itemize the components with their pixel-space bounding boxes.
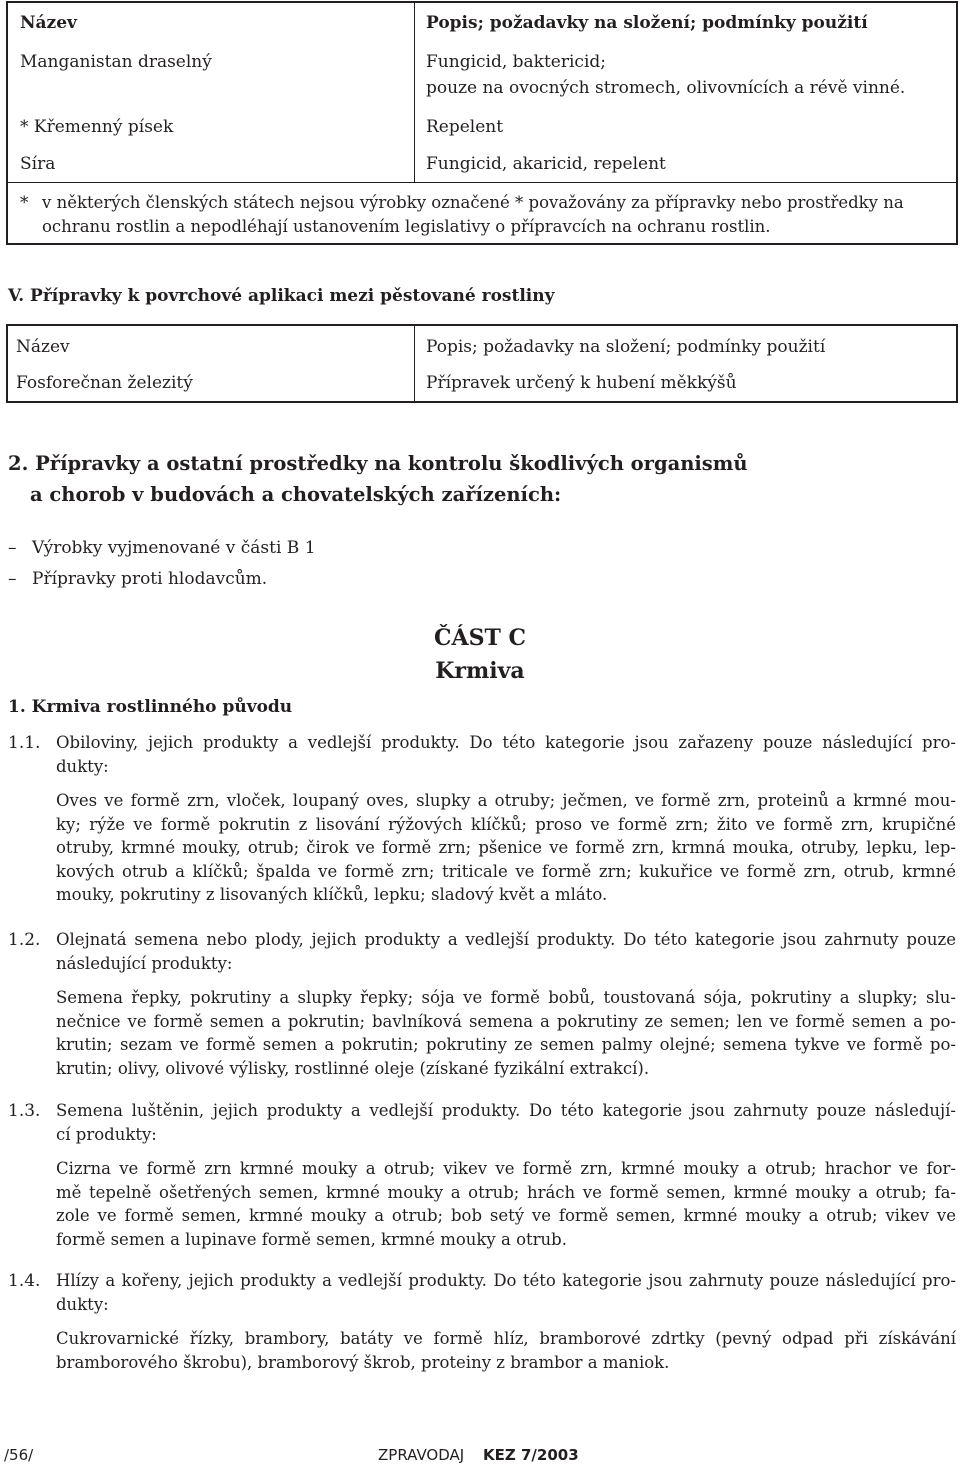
table-divider-horizontal: [8, 182, 956, 183]
subsection-body: Cizrna ve formě zrn krmné mouky a otrub; vikev ve formě zrn, krmné mouky a otrub; hrachor ve for- mě tepelně ošetřených semen, krmné mouky a otrub; hrách ve formě semen, krmné mouky a otrub; fa- zole ve formě semen, krmné mouky a otrub; bob setý ve formě semen, krmné mouky a otrub; vikev ve formě semen a lupinave formě semen, krmné mouky a otrub.: [56, 1159, 956, 1249]
subsection-body: Semena řepky, pokrutiny a slupky řepky; sója ve formě bobů, toustovaná sója, pokrutiny a slupky; slu- nečnice ve formě semen a pokrutin; bavlníková semena a pokrutiny ze semen; len ve formě semen a po- krutin; sezam ve formě semen a pokrutin; pokrutiny ze semen palmy olejné; semena tykve ve formě po- krutin; olivy, olivové výlisky, rostlinné oleje (získané fyzikální extrakcí).: [56, 988, 956, 1078]
journal-issue: KEZ 7/2003: [483, 1446, 579, 1464]
part-c-subtitle: Krmiva: [435, 658, 525, 684]
table-header-description: Popis; požadavky na složení; podmínky použití: [426, 337, 826, 357]
table-row-description: Fungicid, akaricid, repelent: [426, 154, 666, 174]
table-row-name: Manganistan draselný: [20, 52, 212, 72]
section-1-heading: 1. Krmiva rostlinného původu: [8, 697, 293, 717]
page-number: /56/: [4, 1446, 34, 1464]
subsection-intro: Obiloviny, jejich produkty a vedlejší produkty. Do této kategorie jsou zařazeny pouze následující pro- dukty:: [56, 733, 956, 776]
section-2-heading: 2. Přípravky a ostatní prostředky na kontrolu škodlivých organismů: [8, 452, 748, 475]
table-divider-vertical: [414, 3, 415, 182]
subsection-number: 1.3.: [8, 1101, 41, 1121]
section-2-heading-cont: a chorob v budovách a chovatelských zařízeních:: [30, 483, 562, 506]
table-row-name: * Křemenný písek: [20, 117, 174, 137]
phosphate-table: [6, 324, 958, 403]
table-header-name: Název: [20, 13, 77, 33]
list-item: Výrobky vyjmenované v části B 1: [32, 538, 316, 558]
table-row-description: Přípravek určený k hubení měkkýšů: [426, 373, 737, 393]
subsection-intro: Olejnatá semena nebo plody, jejich produkty a vedlejší produkty. Do této kategorie jsou zahrnuty pouze následující produkty:: [56, 930, 956, 973]
table-row-description: Fungicid, baktericid;: [426, 52, 607, 72]
list-item: Přípravky proti hlodavcům.: [32, 569, 268, 589]
substances-table: [6, 1, 958, 245]
part-c-title: ČÁST C: [433, 625, 526, 651]
table-row-name: Fosforečnan železitý: [16, 373, 193, 393]
table-row-description: Repelent: [426, 117, 504, 137]
table-header-description: Popis; požadavky na složení; podmínky použití: [426, 13, 868, 33]
footnote-text: ochranu rostlin a nepodléhají ustanovením legislativy o přípravcích na ochranu rostlin.: [42, 217, 771, 236]
subsection-number: 1.2.: [8, 930, 41, 950]
subsection-body: Cukrovarnické řízky, brambory, batáty ve formě hlíz, bramborové zdrtky (pevný odpad při získávání bramborového škrobu), bramborový škrob, proteiny z brambor a maniok.: [56, 1329, 956, 1372]
footnote-text: v některých členských státech nejsou výrobky označené * považovány za přípravky nebo prostředky na: [42, 193, 904, 212]
list-item-dash: –: [8, 569, 17, 589]
subsection-intro: Semena luštěnin, jejich produkty a vedlejší produkty. Do této kategorie jsou zahrnuty pouze následují- cí produkty:: [56, 1101, 956, 1144]
list-item-dash: –: [8, 538, 17, 558]
footnote-star: *: [20, 193, 29, 213]
subsection-number: 1.1.: [8, 733, 41, 753]
table-row-name: Síra: [20, 154, 56, 174]
journal-name: ZPRAVODAJ: [378, 1446, 465, 1464]
subsection-intro: Hlízy a kořeny, jejich produkty a vedlejší produkty. Do této kategorie jsou zahrnuty pouze následující pro- dukty:: [56, 1271, 956, 1314]
table-row-description: pouze na ovocných stromech, olivovnících a révě vinné.: [426, 78, 906, 98]
subsection-number: 1.4.: [8, 1271, 41, 1291]
table-divider-vertical: [414, 326, 415, 401]
table-header-name: Název: [16, 337, 70, 357]
subsection-body: Oves ve formě zrn, vloček, loupaný oves, slupky a otruby; ječmen, ve formě zrn, proteinů a krmné mou- ky; rýže ve formě pokrutin z lisování rýžových klíčků; proso ve formě zrn; žito ve formě zrn, krupičné otruby, krmné mouky, otrub; čirok ve formě zrn; pšenice ve formě zrn, krmná mouka, otruby, lepku, lep- kových otrub a klíčků; špalda ve formě zrn; triticale ve formě zrn; kukuřice ve formě zrn, otrub, krmné mouky, pokrutiny z lisovaných klíčků, lepku; sladový květ a mláto.: [56, 791, 956, 904]
section-v-heading: V. Přípravky k povrchové aplikaci mezi pěstované rostliny: [8, 286, 555, 306]
